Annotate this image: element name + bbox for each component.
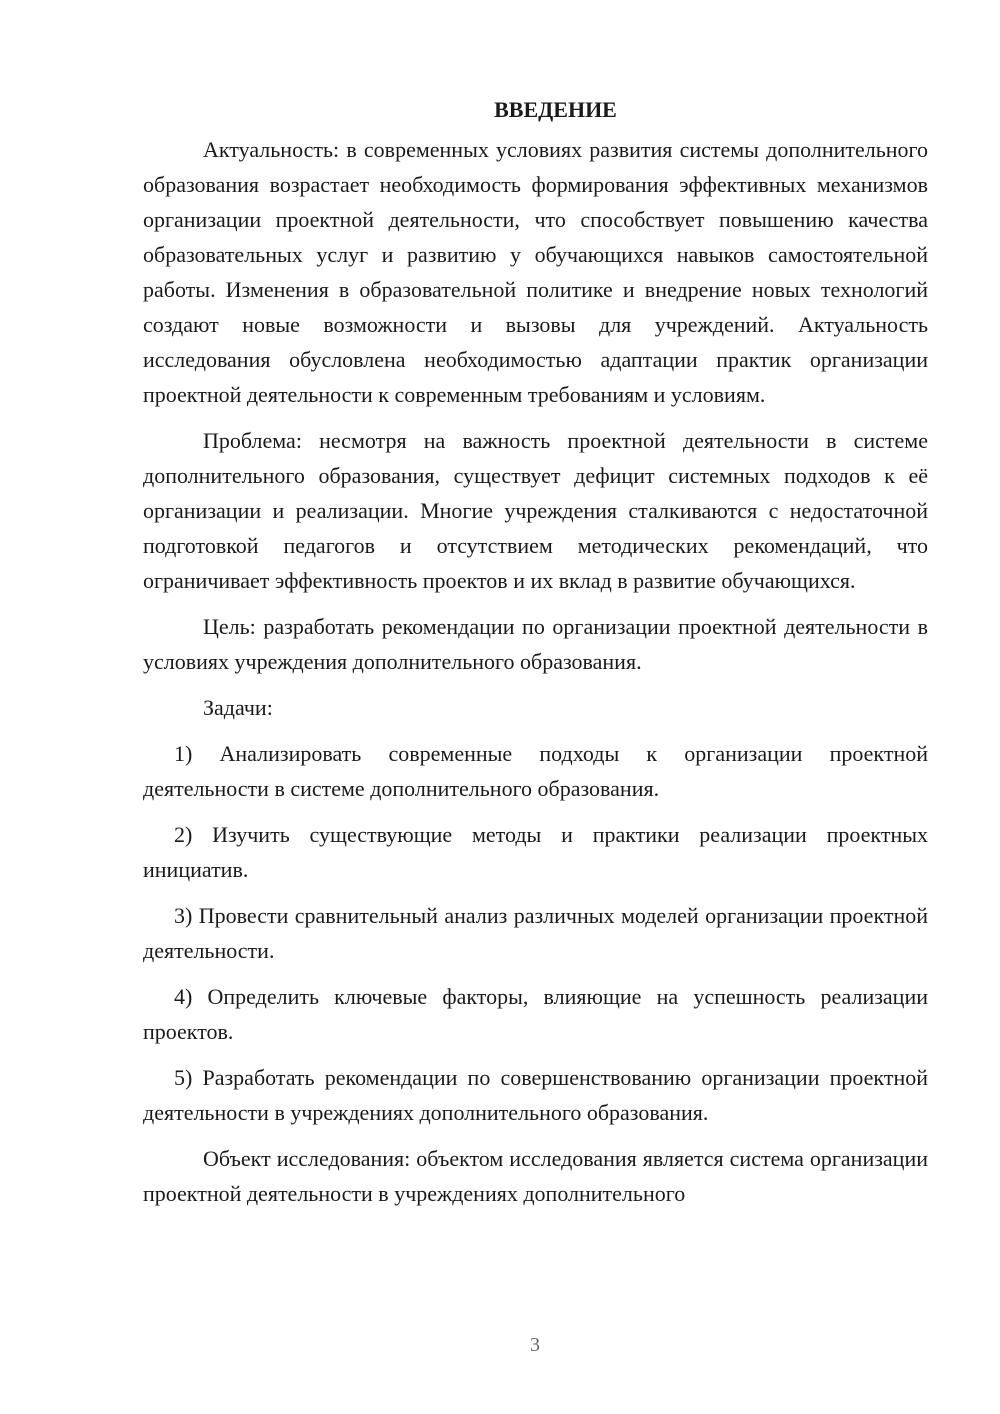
section-heading: ВВЕДЕНИЕ <box>494 97 617 122</box>
task-item: 3) Провести сравнительный анализ различных моделей организации проектной деятельности. <box>143 903 928 963</box>
task-item: 5) Разработать рекомендации по совершенствованию организации проектной деятельности в учреждениях дополнительного образования. <box>143 1065 928 1125</box>
task-item: 2) Изучить существующие методы и практики реализации проектных инициатив. <box>143 822 928 882</box>
goal-paragraph: Цель: разработать рекомендации по организации проектной деятельности в условиях учреждения дополнительного образования. <box>143 614 928 674</box>
page-number: 3 <box>530 1334 540 1356</box>
tasks-label: Задачи: <box>203 695 273 720</box>
task-item: 4) Определить ключевые факторы, влияющие на успешность реализации проектов. <box>143 984 928 1044</box>
problem-paragraph: Проблема: несмотря на важность проектной деятельности в системе дополнительного образования, существует дефицит системных подходов к её организации и реализации. Многие учреждения сталкиваются с недостаточной подготовкой педагогов и отсутствием методических рекомендаций, что ограничивает эффективность проектов и их вклад в развитие обучающихся. <box>143 428 928 593</box>
task-item: 1) Анализировать современные подходы к организации проектной деятельности в системе дополнительного образования. <box>143 741 928 801</box>
relevance-paragraph: Актуальность: в современных условиях развития системы дополнительного образования возрастает необходимость формирования эффективных механизмов организации проектной деятельности, что способствует повышению качества образовательных услуг и развитию у обучающихся навыков самостоятельной работы. Изменения в образовательной политике и внедрение новых технологий создают новые возможности и вызовы для учреждений. Актуальность исследования обусловлена необходимостью адаптации практик организации проектной деятельности к современным требованиям и условиям. <box>143 137 928 407</box>
object-paragraph: Объект исследования: объектом исследования является система организации проектной деятельности в учреждениях дополнительного <box>143 1146 928 1206</box>
